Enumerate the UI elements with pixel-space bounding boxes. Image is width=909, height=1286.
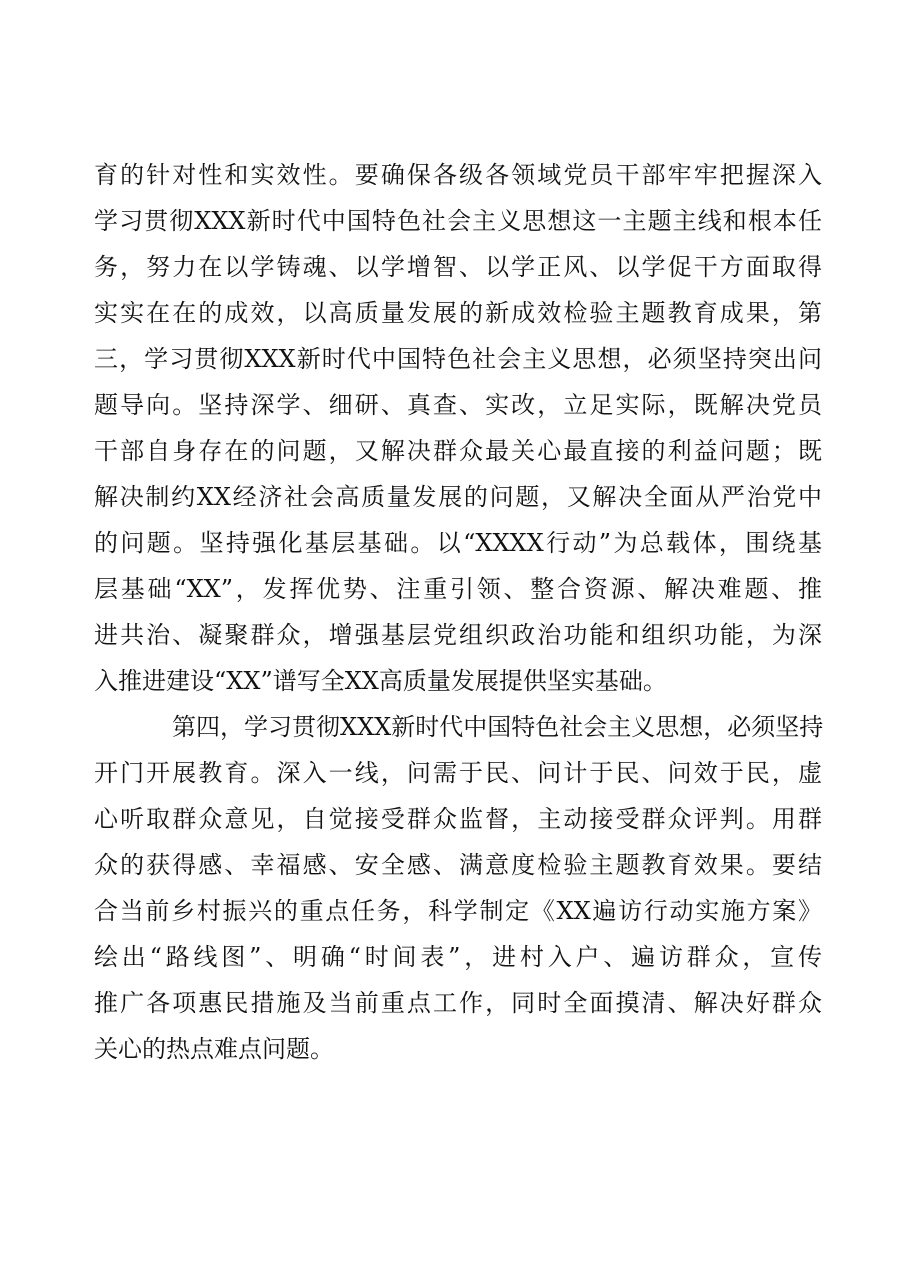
text-line: 学习贯彻XXX新时代中国特色社会主义思想这一主题主线和根本任 (94, 207, 822, 235)
paragraph-1 (94, 152, 822, 704)
text-line: 育的针对性和实效性。要确保各级各领域党员干部牢牢把握深入 (94, 161, 822, 189)
text-line: 的问题。坚持强化基层基础。以“XXXX行动”为总载体，围绕基 (94, 529, 822, 557)
document-body (94, 152, 822, 1072)
text-line: 心听取群众意见，自觉接受群众监督，主动接受群众评判。用群 (94, 805, 822, 833)
text-line: 关心的热点难点问题。 (94, 1035, 334, 1063)
paragraph-2 (94, 704, 822, 1072)
text-line: 推广各项惠民措施及当前重点工作，同时全面摸清、解决好群众 (94, 989, 822, 1017)
text-line: 实实在在的成效，以高质量发展的新成效检验主题教育成果，第 (94, 299, 822, 327)
text-line: 入推进建设“XX”谱写全XX高质量发展提供坚实基础。 (94, 667, 667, 695)
text-line: 第四，学习贯彻XXX新时代中国特色社会主义思想，必须坚持 (172, 713, 824, 741)
text-line: 进共治、凝聚群众，增强基层党组织政治功能和组织功能，为深 (94, 621, 822, 649)
text-line: 合当前乡村振兴的重点任务，科学制定《XX遍访行动实施方案》 (94, 897, 822, 925)
text-line: 解决制约XX经济社会高质量发展的问题，又解决全面从严治党中 (94, 483, 822, 511)
text-line: 层基础“XX”，发挥优势、注重引领、整合资源、解决难题、推 (94, 575, 822, 603)
text-line: 开门开展教育。深入一线，问需于民、问计于民、问效于民，虚 (94, 759, 822, 787)
text-line: 众的获得感、幸福感、安全感、满意度检验主题教育效果。要结 (94, 851, 822, 879)
text-line: 干部自身存在的问题，又解决群众最关心最直接的利益问题；既 (94, 437, 822, 465)
text-line: 务，努力在以学铸魂、以学增智、以学正风、以学促干方面取得 (94, 253, 822, 281)
text-line: 绘出“路线图”、明确“时间表”，进村入户、遍访群众，宣传 (94, 943, 822, 971)
text-line: 三，学习贯彻XXX新时代中国特色社会主义思想，必须坚持突出问 (94, 345, 822, 373)
text-line: 题导向。坚持深学、细研、真查、实改，立足实际，既解决党员 (94, 391, 822, 419)
